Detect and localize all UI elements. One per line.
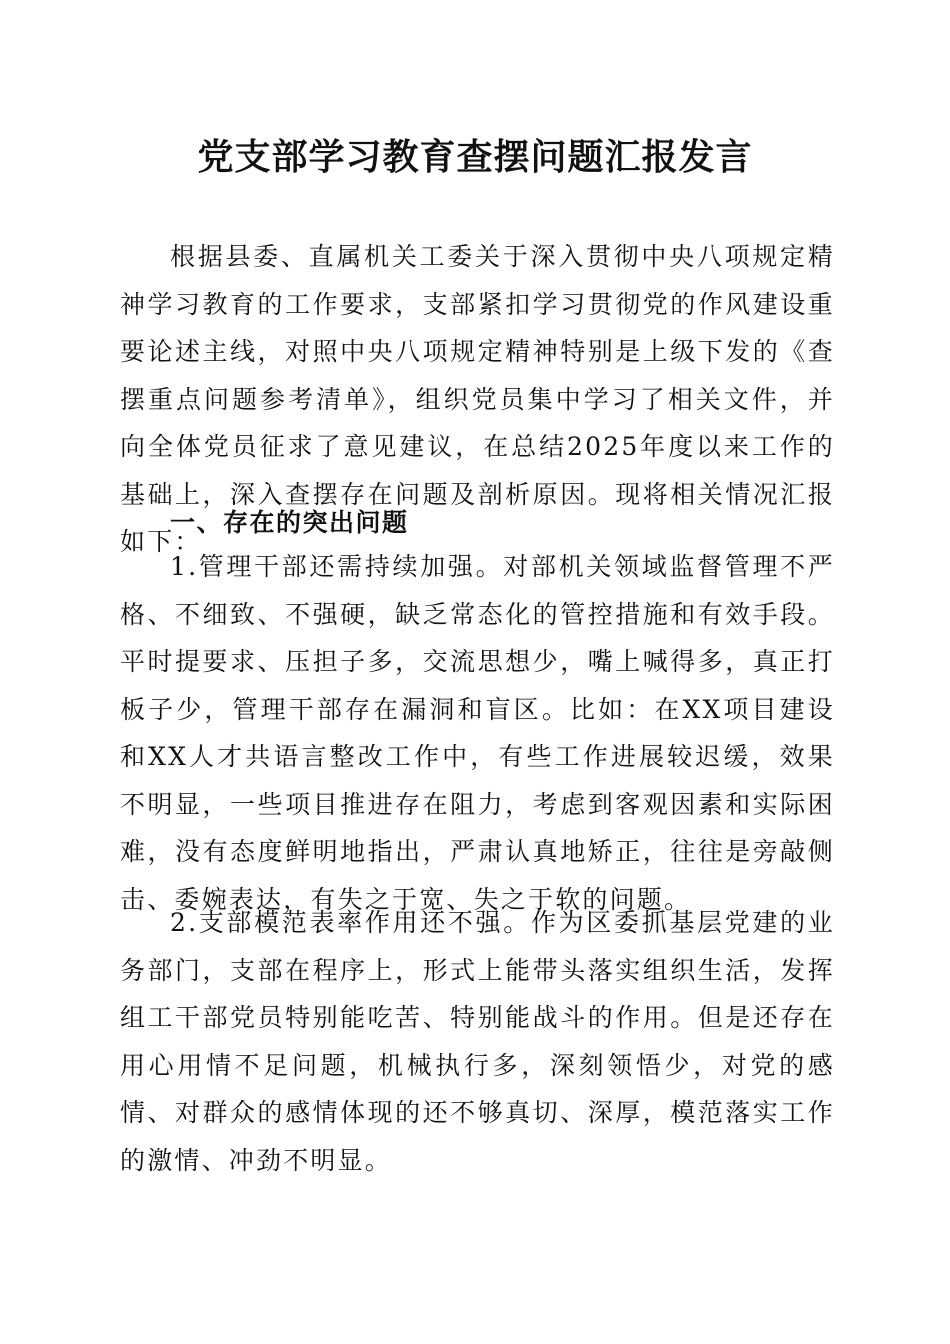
section-heading: 一、存在的突出问题 (170, 508, 409, 537)
document-title: 党支部学习教育查摆问题汇报发言 (197, 136, 753, 178)
intro-paragraph: 根据县委、直属机关工委关于深入贯彻中央八项规定精神学习教育的工作要求，支部紧扣学习贯彻党的作风建设重要论述主线，对照中央八项规定精神特别是上级下发的《查摆重点问题参考清单》，组织党员集中学习了相关文件，并向全体党员征求了意见建议，在总结2025年度以来工作的基础上，深入查摆存在问题及剖析原因。现将相关情况汇报如下： (120, 242, 835, 556)
issue-paragraph-1: 1.管理干部还需持续加强。对部机关领域监督管理不严格、不细致、不强硬，缺乏常态化的管控措施和有效手段。平时提要求、压担子多，交流思想少，嘴上喊得多，真正打板子少，管理干部存在漏洞和盲区。比如：在XX项目建设和XX人才共语言整改工作中，有些工作进展较迟缓，效果不明显，一些项目推进存在阻力，考虑到客观因素和实际困难，没有态度鲜明地指出，严肃认真地矫正，往往是旁敲侧击、委婉表达，有失之于宽、失之于软的问题。 (120, 552, 835, 914)
issue-paragraph-2: 2.支部模范表率作用还不强。作为区委抓基层党建的业务部门，支部在程序上，形式上能带头落实组织生活，发挥组工干部党员特别能吃苦、特别能战斗的作用。但是还存在用心用情不足问题，机械执行多，深刻领悟少，对党的感情、对群众的感情体现的还不够真切、深厚，模范落实工作的激情、冲劲不明显。 (120, 908, 835, 1175)
